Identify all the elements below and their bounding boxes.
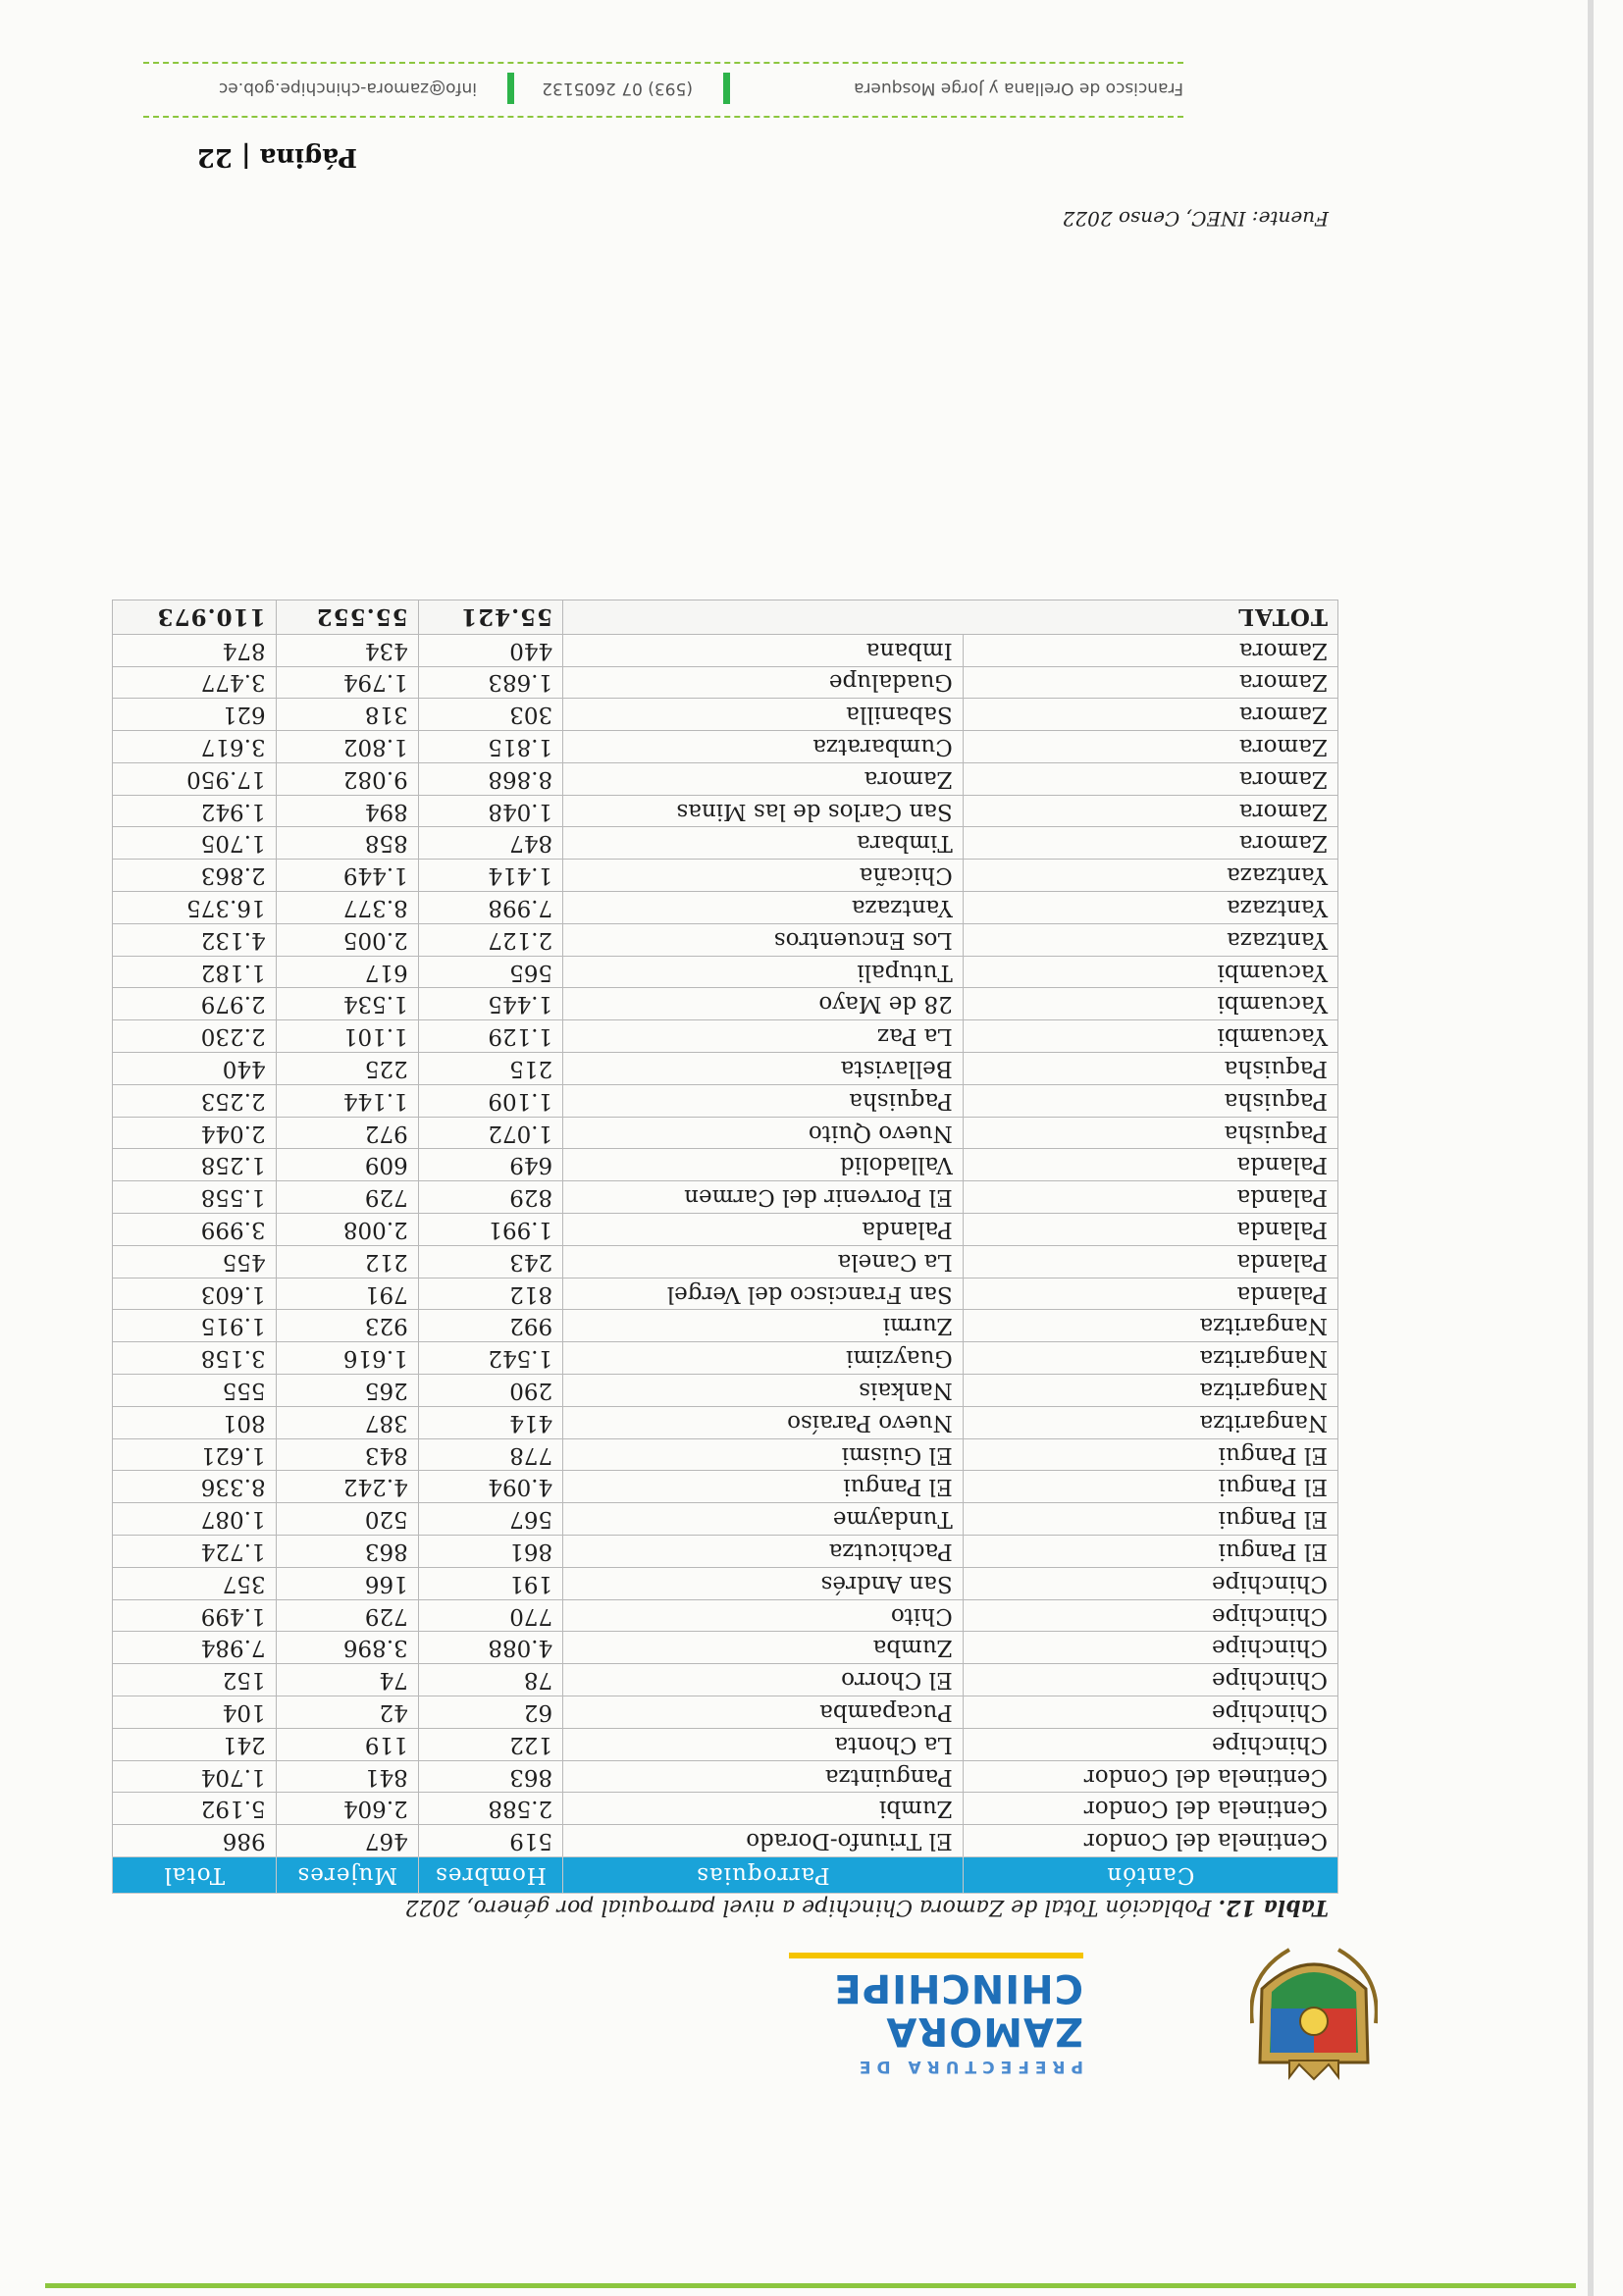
table-row <box>113 1020 1338 1053</box>
cell-total: 8.336 <box>113 1471 277 1503</box>
cell-canton: Chinchipe <box>963 1696 1337 1729</box>
cell-canton: Palanda <box>963 1245 1337 1278</box>
header-hombres: Hombres <box>418 1857 562 1894</box>
brand-yellow-rule <box>789 1953 1083 1958</box>
cell-mujeres: 729 <box>276 1181 418 1214</box>
cell-parroquia: Pachicutza <box>563 1536 964 1568</box>
cell-total: 621 <box>113 699 277 731</box>
cell-canton: Centinela del Condor <box>963 1793 1337 1825</box>
table-row <box>113 1728 1338 1760</box>
cell-total: 1.704 <box>113 1760 277 1793</box>
cell-parroquia: Bellavista <box>563 1053 964 1085</box>
cell-parroquia: Zamora <box>563 762 964 795</box>
cell-parroquia: Zumbi <box>563 1793 964 1825</box>
table-row <box>113 1664 1338 1696</box>
cell-mujeres: 467 <box>276 1825 418 1857</box>
caption-label: Tabla 12. <box>1218 1895 1329 1920</box>
cell-hombres: 1.129 <box>418 1020 562 1053</box>
cell-total: 2.863 <box>113 860 277 892</box>
cell-mujeres: 166 <box>276 1567 418 1599</box>
table-row <box>113 1342 1338 1375</box>
total-hombres: 55.421 <box>418 600 562 634</box>
cell-canton: Zamora <box>963 666 1337 699</box>
cell-total: 2.979 <box>113 988 277 1020</box>
cell-hombres: 191 <box>418 1567 562 1599</box>
cell-canton: Yantzaza <box>963 923 1337 956</box>
cell-parroquia: Timbara <box>563 827 964 860</box>
cell-mujeres: 119 <box>276 1728 418 1760</box>
cell-canton: Chinchipe <box>963 1728 1337 1760</box>
table-row <box>113 1181 1338 1214</box>
cell-mujeres: 42 <box>276 1696 418 1729</box>
cell-total: 1.724 <box>113 1536 277 1568</box>
page-number: Página | 22 <box>196 142 357 172</box>
cell-hombres: 78 <box>418 1664 562 1696</box>
cell-parroquia: Chito <box>563 1599 964 1632</box>
cell-total: 5.192 <box>113 1793 277 1825</box>
footer-dashed-rule-top <box>143 116 1183 118</box>
cell-hombres: 414 <box>418 1406 562 1438</box>
cell-mujeres: 1.101 <box>276 1020 418 1053</box>
table-row <box>113 860 1338 892</box>
table-row <box>113 1599 1338 1632</box>
cell-total: 1.942 <box>113 795 277 827</box>
cell-total: 801 <box>113 1406 277 1438</box>
cell-total: 555 <box>113 1375 277 1407</box>
cell-canton: El Pangui <box>963 1471 1337 1503</box>
cell-hombres: 567 <box>418 1503 562 1536</box>
cell-hombres: 290 <box>418 1375 562 1407</box>
cell-canton: El Pangui <box>963 1536 1337 1568</box>
prefectura-logo <box>495 1935 1378 2082</box>
cell-parroquia: El Chorro <box>563 1664 964 1696</box>
cell-canton: Yacuambi <box>963 956 1337 988</box>
top-green-rule <box>45 2283 1576 2288</box>
cell-total: 986 <box>113 1825 277 1857</box>
table-row <box>113 795 1338 827</box>
cell-mujeres: 791 <box>276 1278 418 1310</box>
cell-total: 3.477 <box>113 666 277 699</box>
cell-mujeres: 387 <box>276 1406 418 1438</box>
table-row <box>113 1760 1338 1793</box>
cell-total: 1.558 <box>113 1181 277 1214</box>
cell-mujeres: 843 <box>276 1438 418 1471</box>
cell-canton: Paquisha <box>963 1053 1337 1085</box>
cell-canton: El Pangui <box>963 1438 1337 1471</box>
cell-hombres: 1.414 <box>418 860 562 892</box>
cell-mujeres: 4.242 <box>276 1471 418 1503</box>
cell-parroquia: Guadalupe <box>563 666 964 699</box>
cell-parroquia: El Triunfo-Dorado <box>563 1825 964 1857</box>
cell-hombres: 2.588 <box>418 1793 562 1825</box>
cell-total: 1.621 <box>113 1438 277 1471</box>
cell-hombres: 519 <box>418 1825 562 1857</box>
table-row <box>113 1503 1338 1536</box>
cell-hombres: 1.072 <box>418 1117 562 1149</box>
cell-mujeres: 863 <box>276 1536 418 1568</box>
population-table <box>112 600 1338 1894</box>
cell-total: 1.087 <box>113 1503 277 1536</box>
cell-parroquia: Pucapamba <box>563 1696 964 1729</box>
cell-parroquia: Valladolid <box>563 1149 964 1181</box>
cell-canton: Nangaritza <box>963 1342 1337 1375</box>
table-row <box>113 1696 1338 1729</box>
cell-hombres: 1.048 <box>418 795 562 827</box>
cell-total: 1.182 <box>113 956 277 988</box>
cell-hombres: 649 <box>418 1149 562 1181</box>
cell-total: 152 <box>113 1664 277 1696</box>
cell-total: 1.499 <box>113 1599 277 1632</box>
table-row <box>113 892 1338 924</box>
table-row <box>113 731 1338 763</box>
cell-canton: Palanda <box>963 1181 1337 1214</box>
cell-total: 357 <box>113 1567 277 1599</box>
cell-total: 4.132 <box>113 923 277 956</box>
cell-mujeres: 841 <box>276 1760 418 1793</box>
cell-total: 2.253 <box>113 1084 277 1117</box>
footer-address: Francisco de Orellana y Jorge Mosquera <box>854 78 1183 98</box>
cell-parroquia: Nuevo Paraíso <box>563 1406 964 1438</box>
total-mujeres: 55.552 <box>276 600 418 634</box>
cell-mujeres: 225 <box>276 1053 418 1085</box>
header-canton: Cantón <box>963 1857 1337 1894</box>
coat-of-arms-icon <box>1250 1940 1378 2082</box>
table-row <box>113 1084 1338 1117</box>
cell-parroquia: El Porvenir del Carmen <box>563 1181 964 1214</box>
header-mujeres: Mujeres <box>276 1857 418 1894</box>
cell-hombres: 62 <box>418 1696 562 1729</box>
table-row <box>113 1310 1338 1342</box>
table-body <box>113 634 1338 1856</box>
table-row <box>113 923 1338 956</box>
cell-hombres: 4.094 <box>418 1471 562 1503</box>
cell-hombres: 1.991 <box>418 1214 562 1246</box>
cell-canton: Centinela del Condor <box>963 1760 1337 1793</box>
header-total: Total <box>113 1857 277 1894</box>
cell-parroquia: 28 de Mayo <box>563 988 964 1020</box>
cell-canton: Chinchipe <box>963 1567 1337 1599</box>
cell-parroquia: Cumbaratza <box>563 731 964 763</box>
cell-parroquia: Tutupali <box>563 956 964 988</box>
caption-text: Población Total de Zamora Chinchipe a nivel parroquial por género, 2022 <box>404 1895 1212 1919</box>
cell-parroquia: Los Encuentros <box>563 923 964 956</box>
cell-total: 2.044 <box>113 1117 277 1149</box>
cell-canton: Palanda <box>963 1149 1337 1181</box>
cell-parroquia: Nuevo Quito <box>563 1117 964 1149</box>
cell-parroquia: La Chonta <box>563 1728 964 1760</box>
cell-mujeres: 265 <box>276 1375 418 1407</box>
cell-canton: Nangaritza <box>963 1375 1337 1407</box>
cell-total: 1.915 <box>113 1310 277 1342</box>
cell-hombres: 861 <box>418 1536 562 1568</box>
cell-mujeres: 3.896 <box>276 1632 418 1664</box>
cell-hombres: 1.109 <box>418 1084 562 1117</box>
table-row <box>113 1438 1338 1471</box>
cell-parroquia: Imbana <box>563 634 964 666</box>
cell-total: 1.258 <box>113 1149 277 1181</box>
table-row <box>113 1245 1338 1278</box>
table-row <box>113 1567 1338 1599</box>
cell-hombres: 992 <box>418 1310 562 1342</box>
cell-hombres: 778 <box>418 1438 562 1471</box>
cell-hombres: 1.542 <box>418 1342 562 1375</box>
cell-parroquia: Chicaña <box>563 860 964 892</box>
page-edge-shadow <box>1588 0 1594 2296</box>
cell-mujeres: 318 <box>276 699 418 731</box>
cell-hombres: 4.088 <box>418 1632 562 1664</box>
cell-canton: Nangaritza <box>963 1406 1337 1438</box>
table-row <box>113 1632 1338 1664</box>
table-row <box>113 762 1338 795</box>
cell-parroquia: Paquisha <box>563 1084 964 1117</box>
cell-mujeres: 972 <box>276 1117 418 1149</box>
cell-mujeres: 2.604 <box>276 1793 418 1825</box>
cell-hombres: 847 <box>418 827 562 860</box>
cell-canton: Nangaritza <box>963 1310 1337 1342</box>
cell-total: 455 <box>113 1245 277 1278</box>
cell-mujeres: 9.082 <box>276 762 418 795</box>
cell-mujeres: 1.802 <box>276 731 418 763</box>
cell-canton: Yacuambi <box>963 1020 1337 1053</box>
cell-parroquia: San Carlos de las Minas <box>563 795 964 827</box>
table-caption <box>151 1895 1329 1920</box>
table-row <box>113 666 1338 699</box>
cell-total: 241 <box>113 1728 277 1760</box>
cell-parroquia: La Paz <box>563 1020 964 1053</box>
cell-canton: Palanda <box>963 1278 1337 1310</box>
table-row <box>113 699 1338 731</box>
table-row <box>113 1053 1338 1085</box>
cell-canton: Chinchipe <box>963 1664 1337 1696</box>
total-label: TOTAL <box>563 600 1338 634</box>
table-row <box>113 1214 1338 1246</box>
cell-hombres: 440 <box>418 634 562 666</box>
cell-parroquia: Palanda <box>563 1214 964 1246</box>
cell-total: 3.158 <box>113 1342 277 1375</box>
header-parroquias: Parroquias <box>563 1857 964 1894</box>
cell-parroquia: El Pangui <box>563 1471 964 1503</box>
total-total: 110.973 <box>113 600 277 634</box>
footer-separator <box>723 73 730 104</box>
brand-name: ZAMORA CHINCHIPE <box>833 1965 1083 2054</box>
cell-canton: Chinchipe <box>963 1632 1337 1664</box>
cell-total: 440 <box>113 1053 277 1085</box>
cell-hombres: 863 <box>418 1760 562 1793</box>
cell-parroquia: Zumba <box>563 1632 964 1664</box>
cell-total: 3.999 <box>113 1214 277 1246</box>
cell-canton: El Pangui <box>963 1503 1337 1536</box>
cell-parroquia: Panguintza <box>563 1760 964 1793</box>
cell-canton: Zamora <box>963 731 1337 763</box>
cell-canton: Chinchipe <box>963 1599 1337 1632</box>
cell-hombres: 770 <box>418 1599 562 1632</box>
cell-canton: Yantzaza <box>963 892 1337 924</box>
cell-total: 2.230 <box>113 1020 277 1053</box>
cell-hombres: 1.445 <box>418 988 562 1020</box>
table-row <box>113 1825 1338 1857</box>
cell-mujeres: 434 <box>276 634 418 666</box>
cell-parroquia: El Guismi <box>563 1438 964 1471</box>
cell-hombres: 1.683 <box>418 666 562 699</box>
cell-hombres: 2.127 <box>418 923 562 956</box>
cell-total: 7.984 <box>113 1632 277 1664</box>
brand-prefix: PREFECTURA DE <box>853 2057 1083 2076</box>
cell-canton: Centinela del Condor <box>963 1825 1337 1857</box>
cell-total: 17.950 <box>113 762 277 795</box>
table-row <box>113 956 1338 988</box>
cell-mujeres: 212 <box>276 1245 418 1278</box>
cell-hombres: 215 <box>418 1053 562 1085</box>
cell-parroquia: Zurmi <box>563 1310 964 1342</box>
table-row <box>113 1793 1338 1825</box>
table-row <box>113 827 1338 860</box>
cell-canton: Paquisha <box>963 1117 1337 1149</box>
cell-hombres: 565 <box>418 956 562 988</box>
cell-parroquia: Tundayme <box>563 1503 964 1536</box>
cell-parroquia: Yantzaza <box>563 892 964 924</box>
table-row <box>113 1149 1338 1181</box>
table-row <box>113 988 1338 1020</box>
cell-canton: Yacuambi <box>963 988 1337 1020</box>
cell-hombres: 1.815 <box>418 731 562 763</box>
cell-mujeres: 609 <box>276 1149 418 1181</box>
footer-email: info@zamora-chinchipe.gob.ec <box>218 78 477 98</box>
cell-total: 1.603 <box>113 1278 277 1310</box>
table-row <box>113 1117 1338 1149</box>
source-note: Fuente: INEC, Censo 2022 <box>1062 207 1329 231</box>
footer-separator <box>507 73 514 104</box>
cell-canton: Zamora <box>963 699 1337 731</box>
cell-mujeres: 858 <box>276 827 418 860</box>
total-row <box>113 600 1338 634</box>
cell-mujeres: 1.144 <box>276 1084 418 1117</box>
cell-mujeres: 617 <box>276 956 418 988</box>
cell-hombres: 8.868 <box>418 762 562 795</box>
cell-mujeres: 2.008 <box>276 1214 418 1246</box>
cell-mujeres: 74 <box>276 1664 418 1696</box>
table-row <box>113 1278 1338 1310</box>
cell-total: 3.617 <box>113 731 277 763</box>
table-row <box>113 1536 1338 1568</box>
cell-mujeres: 8.377 <box>276 892 418 924</box>
cell-mujeres: 1.534 <box>276 988 418 1020</box>
cell-total: 16.375 <box>113 892 277 924</box>
cell-hombres: 243 <box>418 1245 562 1278</box>
cell-total: 1.705 <box>113 827 277 860</box>
cell-mujeres: 2.005 <box>276 923 418 956</box>
cell-parroquia: San Francisco del Vergel <box>563 1278 964 1310</box>
cell-parroquia: Nankais <box>563 1375 964 1407</box>
cell-canton: Palanda <box>963 1214 1337 1246</box>
cell-canton: Zamora <box>963 762 1337 795</box>
cell-parroquia: Sabanilla <box>563 699 964 731</box>
cell-mujeres: 1.616 <box>276 1342 418 1375</box>
table-row <box>113 1471 1338 1503</box>
cell-hombres: 7.998 <box>418 892 562 924</box>
cell-mujeres: 894 <box>276 795 418 827</box>
cell-mujeres: 729 <box>276 1599 418 1632</box>
cell-mujeres: 520 <box>276 1503 418 1536</box>
cell-hombres: 829 <box>418 1181 562 1214</box>
cell-parroquia: La Canela <box>563 1245 964 1278</box>
cell-canton: Paquisha <box>963 1084 1337 1117</box>
table-header-row <box>113 1857 1338 1894</box>
cell-canton: Yantzaza <box>963 860 1337 892</box>
cell-parroquia: Guayzimi <box>563 1342 964 1375</box>
cell-canton: Zamora <box>963 634 1337 666</box>
cell-hombres: 303 <box>418 699 562 731</box>
cell-parroquia: San Andrés <box>563 1567 964 1599</box>
cell-hombres: 122 <box>418 1728 562 1760</box>
cell-mujeres: 1.449 <box>276 860 418 892</box>
cell-canton: Zamora <box>963 795 1337 827</box>
footer-phone: (593) 07 2605132 <box>542 78 693 98</box>
table-row <box>113 1375 1338 1407</box>
cell-total: 874 <box>113 634 277 666</box>
cell-mujeres: 1.794 <box>276 666 418 699</box>
cell-canton: Zamora <box>963 827 1337 860</box>
table-row <box>113 634 1338 666</box>
table-row <box>113 1406 1338 1438</box>
cell-total: 104 <box>113 1696 277 1729</box>
footer-dashed-rule-bottom <box>143 62 1183 64</box>
cell-mujeres: 923 <box>276 1310 418 1342</box>
cell-hombres: 812 <box>418 1278 562 1310</box>
